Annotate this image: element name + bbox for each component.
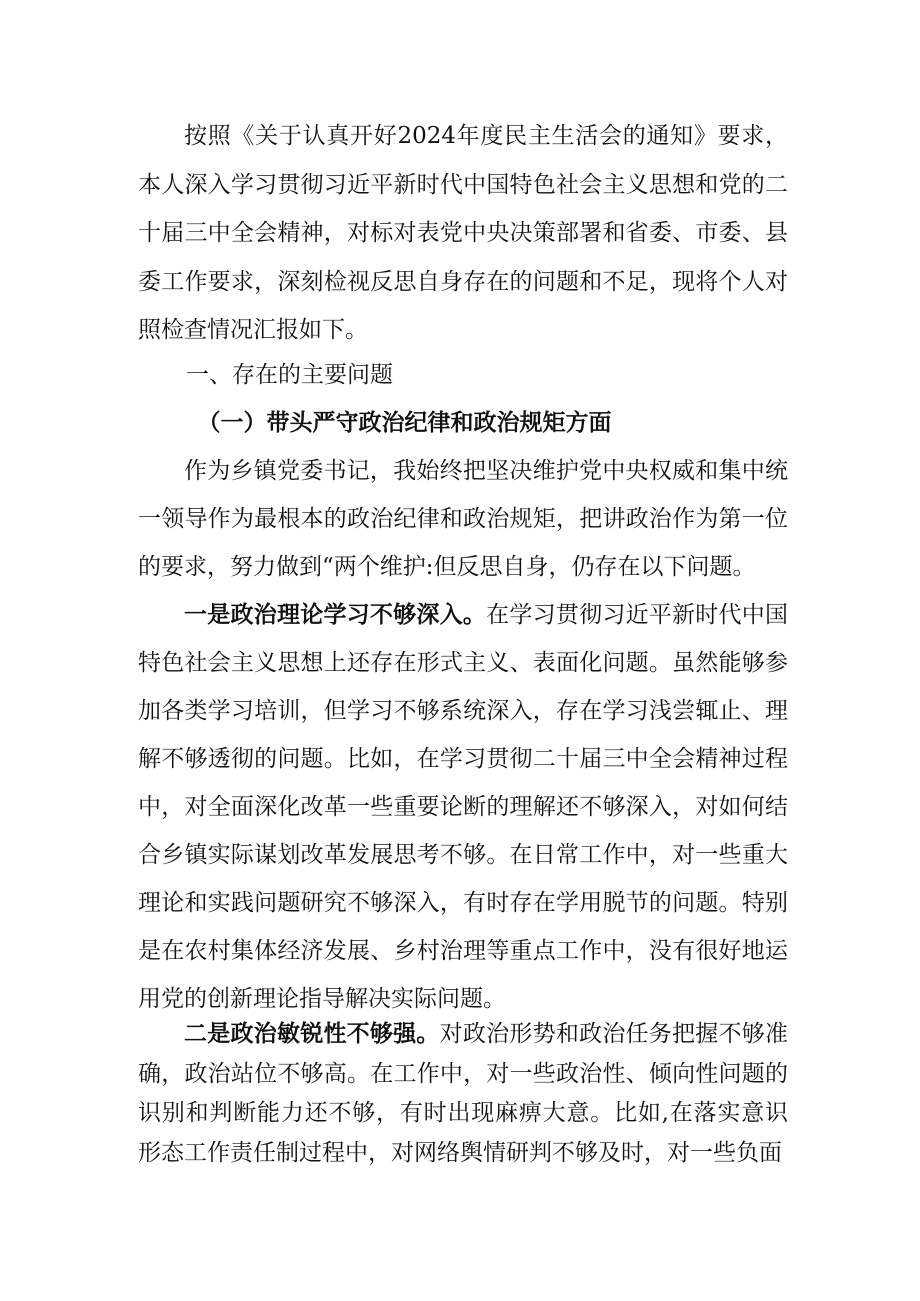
point1-body: 在学习贯彻习近平新时代中国特色社会主义思想上还存在形式主义、表面化问题。虽然能够参加各类学习培训，但学习不够系统深入，存在学习浅尝辄止、理解不够透彻的问题。比如，在学习贯彻二十届三中全会精神过程中，对全面深化改革一些重要论断的理解还不够深入，对如何结合乡镇实际谋划改革发展思考不够。在日常工作中，对一些重大理论和实践问题研究不够深入，有时存在学用脱节的问题。特别是在农村集体经济发展、乡村治理等重点工作中，没有很好地运用党的创新理论指导解决实际问题。: [138, 602, 789, 1012]
point2-body: 对政治形势和政治任务把握不够准确，政治站位不够高。在工作中，对一些政治性、倾向性问题的识别和判断能力还不够，有时出现麻痹大意。比如,在落实意识形态工作责任制过程中，对网络舆情研判不够及时，对一些负面: [138, 1021, 789, 1166]
section1-paragraph: 作为乡镇党委书记，我始终把坚决维护党中央权威和集中统一领导作为最根本的政治纪律和政治规矩，把讲政治作为第一位的要求，努力做到“两个维护:但反思自身，仍存在以下问题。: [138, 458, 788, 580]
heading-political-discipline: （一）带头严守政治纪律和政治规矩方面: [197, 409, 612, 436]
point1-lead: 一是政治理论学习不够深入。: [184, 601, 487, 628]
heading-main-problems: 一、存在的主要问题: [186, 362, 393, 388]
point1-paragraph: [138, 591, 788, 1023]
point2-lead: 二是政治敏锐性不够强。: [184, 1020, 440, 1047]
point2-paragraph: [138, 1014, 788, 1173]
intro-paragraph: 按照《关于认真开好2024年度民主生活会的通知》要求，本人深入学习贯彻习近平新时代中国特色社会主义思想和党的二十届三中全会精神，对标对表党中央决策部署和省委、市委、县委工作要求，深刻检视反思自身存在的问题和不足，现将个人对照检查情况汇报如下。: [138, 123, 788, 343]
